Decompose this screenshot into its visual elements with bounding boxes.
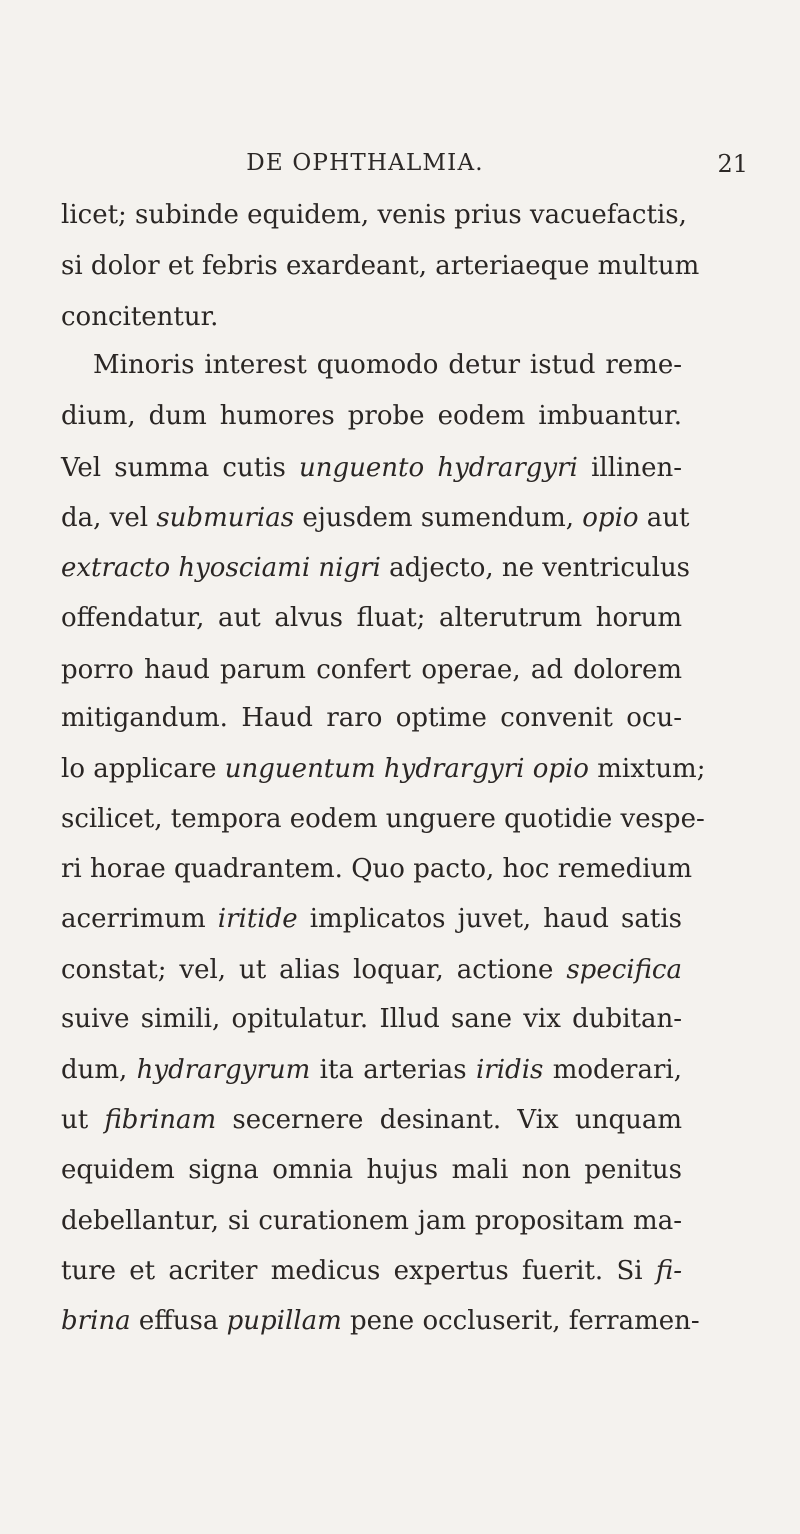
- text-line: [93, 352, 682, 378]
- text-span: Vel summa cutis: [61, 453, 300, 483]
- text-line: [61, 1306, 700, 1336]
- text-span: pene occluserit, ferramen-: [341, 1306, 700, 1336]
- text-span: debellantur, si curationem jam propositam ma-: [61, 1206, 682, 1236]
- text-line: [61, 804, 705, 834]
- text-span: da, vel: [61, 503, 157, 533]
- text-span: scilicet, tempora eodem unguere quotidie vespe-: [61, 804, 705, 834]
- text-span: licet; subinde equidem, venis prius vacuefactis,: [61, 200, 687, 230]
- italic-term: fibrinam: [104, 1105, 217, 1135]
- page-number: 21: [717, 150, 748, 178]
- text-line: [61, 1057, 682, 1083]
- text-line: [61, 1258, 682, 1284]
- text-span: ejusdem sumendum,: [294, 503, 583, 533]
- text-line: [61, 1157, 682, 1183]
- text-span: constat; vel, ut alias loquar, actione: [61, 955, 567, 985]
- text-line: [61, 553, 691, 583]
- italic-term: extracto hyosciami nigri: [61, 553, 381, 583]
- italic-term: specifica: [566, 955, 682, 985]
- text-line: [61, 1107, 682, 1133]
- italic-term: opio: [582, 503, 639, 533]
- text-span: Minoris interest quomodo detur istud reme-: [93, 350, 682, 380]
- text-line: [61, 1208, 682, 1234]
- running-header-title: DE OPHTHALMIA.: [246, 150, 484, 176]
- text-span: effusa: [130, 1306, 227, 1336]
- text-span: dium, dum humores probe eodem imbuantur.: [61, 401, 682, 431]
- text-span: ita arterias: [310, 1055, 476, 1085]
- text-span: equidem signa omnia hujus mali non penitus: [61, 1155, 682, 1185]
- text-line: [61, 957, 682, 983]
- text-line: [61, 705, 682, 731]
- text-span: mitigandum. Haud raro optime convenit ocu-: [61, 703, 682, 733]
- text-line: [61, 754, 706, 784]
- text-span: illinen-: [577, 453, 683, 483]
- text-line: [61, 304, 218, 330]
- text-span: moderari,: [543, 1055, 682, 1085]
- text-span: suive simili, opitulatur. Illud sane vix dubitan-: [61, 1004, 682, 1034]
- text-span: aut: [638, 503, 690, 533]
- text-span: ut: [61, 1105, 105, 1135]
- text-span: mixtum;: [588, 754, 706, 784]
- text-span: lo applicare: [61, 754, 225, 784]
- text-line: [61, 906, 682, 932]
- text-span: ture et acriter medicus expertus fuerit. Si: [61, 1256, 656, 1286]
- italic-term: submurias: [156, 503, 295, 533]
- text-line: [61, 854, 692, 884]
- italic-term: fi-: [655, 1256, 682, 1286]
- italic-term: unguento hydrargyri: [299, 453, 578, 483]
- text-line: [61, 605, 682, 631]
- text-span: offendatur, aut alvus fluat; alterutrum horum: [61, 603, 682, 633]
- italic-term: iridis: [475, 1055, 544, 1085]
- italic-term: hydrargyrum: [136, 1055, 311, 1085]
- text-line: [61, 251, 700, 281]
- text-line: [61, 1006, 682, 1032]
- text-span: si dolor et febris exardeant, arteriaeque multum: [61, 251, 700, 281]
- italic-term: pupillam: [226, 1306, 342, 1336]
- text-span: porro haud parum confert operae, ad dolorem: [61, 655, 682, 685]
- text-line: [61, 200, 687, 230]
- text-span: implicatos juvet, haud satis: [297, 904, 682, 934]
- text-span: concitentur.: [61, 302, 219, 332]
- italic-term: iritide: [217, 904, 298, 934]
- text-span: dum,: [61, 1055, 137, 1085]
- text-span: acerrimum: [61, 904, 218, 934]
- text-line: [61, 657, 682, 683]
- text-line: [61, 503, 690, 533]
- text-span: secernere desinant. Vix unquam: [216, 1105, 682, 1135]
- italic-term: unguentum hydrargyri opio: [224, 754, 589, 784]
- text-span: ri horae quadrantem. Quo pacto, hoc remedium: [61, 854, 692, 884]
- text-line: [61, 455, 682, 481]
- text-line: [61, 403, 682, 429]
- text-span: adjecto, ne ventriculus: [380, 553, 691, 583]
- italic-term: brina: [61, 1306, 131, 1336]
